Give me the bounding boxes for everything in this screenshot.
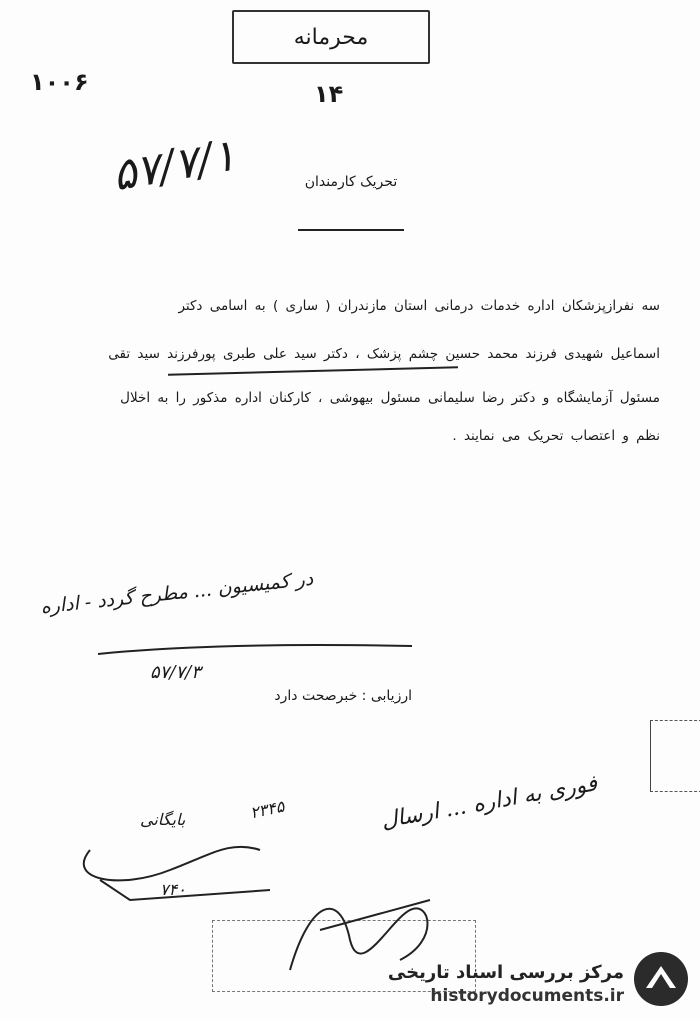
handwritten-small-note: ۷۴۰	[160, 880, 186, 899]
handwritten-date-mid: ۵۷/۷/۳	[150, 662, 201, 683]
body-line-2: اسماعیل شهیدی فرزند محمد حسین چشم پزشک ، دکتر سید علی طبری پورفرزند سید تقی	[108, 346, 660, 362]
watermark-url: historydocuments.ir	[430, 986, 624, 1006]
assessment-line: ارزیابی : خبرصحت دارد	[274, 688, 412, 704]
partial-stamp-box	[650, 720, 700, 792]
handwritten-note: در کمیسیون ... مطرح گردد - اداره	[39, 567, 315, 619]
signature-scribble-left	[60, 820, 280, 910]
body-line-4: نظم و اعتصاب تحریک می نمایند .	[452, 428, 660, 444]
handwritten-numbers: ۲۳۴۵	[248, 796, 286, 823]
document-number: ۱۰۰۶	[30, 68, 89, 96]
handwritten-referral: فوری به اداره ... ارسال	[379, 771, 600, 834]
handwritten-archive-note: بایگانی	[140, 810, 186, 829]
archive-logo-icon	[632, 950, 690, 1008]
handwritten-date-top: ۵۷/۷/۱	[108, 129, 240, 202]
document-title: تحریک کارمندان	[304, 174, 398, 190]
stamp-text: محرمانه	[293, 24, 369, 50]
body-line-3: مسئول آزمایشگاه و دکتر رضا سلیمانی مسئول بیهوشی ، کارکنان اداره مذکور را به اخلال	[120, 390, 660, 406]
watermark-name: مرکز بررسی اسناد تاریخی	[387, 962, 624, 983]
confidential-stamp	[232, 10, 430, 64]
page-number: ۱۴	[314, 80, 344, 108]
handwritten-stroke	[96, 640, 416, 660]
handwritten-underline	[168, 366, 458, 376]
body-line-1: سه نفرازپزشکان اداره خدمات درمانی استان مازندران ( ساری ) به اسامی دکتر	[178, 298, 660, 314]
title-underline	[298, 229, 404, 231]
